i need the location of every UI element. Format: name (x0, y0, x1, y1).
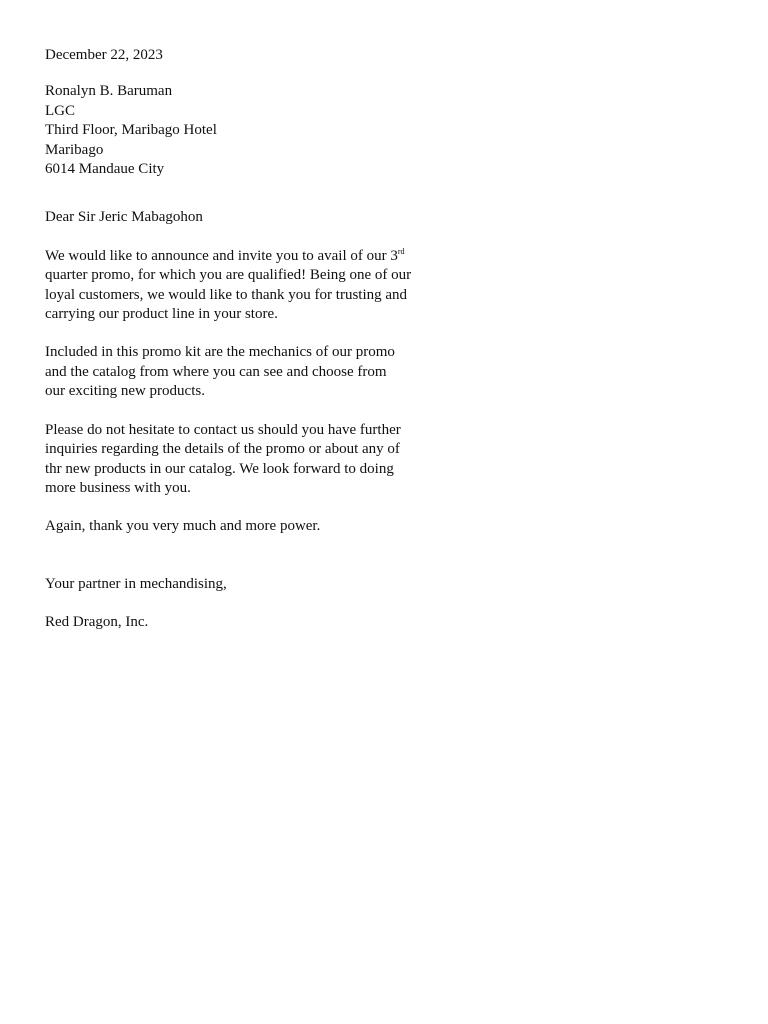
complimentary-close: Your partner in mechandising, (45, 575, 227, 592)
signature-company: Red Dragon, Inc. (45, 614, 149, 631)
recipient-address-line-2: Maribago (45, 141, 104, 158)
paragraph-line: carrying our product line in your store. (45, 306, 278, 323)
recipient-org: LGC (45, 102, 75, 119)
paragraph-4 (45, 517, 425, 536)
paragraph-line: more business with you. (45, 479, 191, 496)
paragraph-line: Included in this promo kit are the mechanics of our promo (45, 344, 395, 361)
paragraph-3 (45, 421, 425, 499)
paragraph-2 (45, 343, 425, 401)
paragraph-line: thr new products in our catalog. We look forward to doing (45, 460, 394, 477)
paragraph-line-text: We would like to announce and invite you to avail of our 3 (45, 247, 398, 264)
paragraph-1 (45, 247, 425, 325)
paragraph-line: Again, thank you very much and more power. (45, 518, 321, 535)
paragraph-line: loyal customers, we would like to thank you for trusting and (45, 286, 408, 303)
ordinal-superscript: rd (397, 246, 405, 256)
letter-date: December 22, 2023 (45, 47, 163, 63)
recipient-address-line-1: Third Floor, Maribago Hotel (45, 122, 217, 139)
recipient-address-line-3: 6014 Mandaue City (45, 161, 165, 178)
paragraph-line (45, 247, 425, 266)
paragraph-line: inquiries regarding the details of the promo or about any of (45, 441, 400, 458)
paragraph-line: Please do not hesitate to contact us should you have further (45, 421, 401, 438)
recipient-name: Ronalyn B. Baruman (45, 83, 173, 100)
paragraph-line: and the catalog from where you can see and choose from (45, 363, 387, 380)
paragraph-line: our exciting new products. (45, 383, 205, 400)
recipient-address (45, 82, 425, 179)
letter-body (45, 46, 425, 633)
paragraph-line: quarter promo, for which you are qualified! Being one of our (45, 267, 412, 284)
salutation: Dear Sir Jeric Mabagohon (45, 209, 203, 226)
